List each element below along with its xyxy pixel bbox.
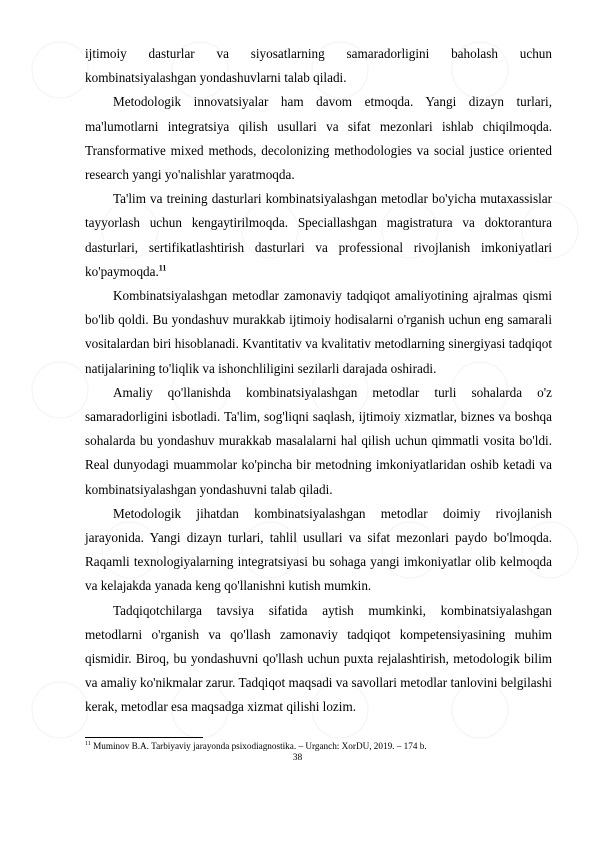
paragraph-6: Metodologik jihatdan kombinatsiyalashgan metodlar doimiy rivojlanish jarayonida. Yangi dizayn turlari, tahlil usullari va sifat mezonlari paydo bo'lmoqda. Raqamli texnologiyalarning integratsiyasi bu sohaga yangi imkoniyatlar olib kelmoqda va kelajakda yanada keng qo'llanishni kutish mumkin.	[85, 505, 552, 594]
footnote-reference[interactable]: 11	[158, 263, 167, 273]
footnote	[85, 740, 552, 752]
paragraph-7: Tadqiqotchilarga tavsiya sifatida aytish mumkinki, kombinatsiyalashgan metodlarni o'rganish va qo'llash zamonaviy tadqiqot kompetensiyasining muhim qismidir. Biroq, bu yondashuvni qo'llash uchun puxta rejalashtirish, metodologik bilim va amaliy ko'nikmalar zarur. Tadqiqot maqsadi va savollari metodlar tanlovini belgilashi kerak, metodlar esa maqsadga xizmat qilishi lozim.	[85, 602, 552, 715]
paragraph-3	[85, 187, 552, 284]
page-number: 38	[292, 753, 303, 763]
footnote-number: 11	[85, 740, 91, 747]
paragraph-5: Amaliy qo'llanishda kombinatsiyalashgan metodlar turli sohalarda o'z samaradorligini isbotladi. Ta'lim, sog'liqni saqlash, ijtimoiy xizmatlar, biznes va boshqa sohalarda bu yondashuv murakkab masalalarni hal qilish uchun qimmatli vosita bo'ldi. Real dunyodagi muammolar ko'pincha bir metodning imkoniyatlaridan oshib ketadi va kombinatsiyalashgan yondashuvni talab qiladi.	[85, 384, 552, 497]
paragraph-2: Metodologik innovatsiyalar ham davom etmoqda. Yangi dizayn turlari, ma'lumotlarni integratsiya qilish usullari va sifat mezonlari ishlab chiqilmoqda. Transformative mixed methods, decolonizing methodologies va social justice oriented research yangi yo'nalishlar yaratmoqda.	[85, 94, 552, 183]
paragraph-4: Kombinatsiyalashgan metodlar zamonaviy tadqiqot amaliyotining ajralmas qismi bo'lib qoldi. Bu yondashuv murakkab ijtimoiy hodisalarni o'rganish uchun eng samarali vositalardan biri hisoblanadi. Kvantitativ va kvalitativ metodlarning sinergiyasi tadqiqot natijalarining to'liqlik va ishonchliligini sezilarli darajada oshiradi.	[85, 288, 552, 376]
footnote-text: Muminov B.A. Tarbiyaviy jarayonda psixodiagnostika. – Urganch: XorDU, 2019. – 174 b.	[90, 741, 427, 751]
footnote-separator	[85, 737, 203, 738]
paragraph-1: ijtimoiy dasturlar va siyosatlarning samaradorligini baholash uchun kombinatsiyalashgan yondashuvlarni talab qiladi.	[85, 46, 552, 86]
body-text	[85, 42, 552, 720]
paragraph-3-text: Ta'lim va treining dasturlari kombinatsiyalashgan metodlar bo'yicha mutaxassislar tayyorlash uchun kengaytirilmoqda. Speciallashgan magistratura va doktorantura dasturlari, sertifikatlashtirish dasturlari va professional rivojlanish imkoniyatlari ko'paymoqda.	[85, 191, 552, 279]
